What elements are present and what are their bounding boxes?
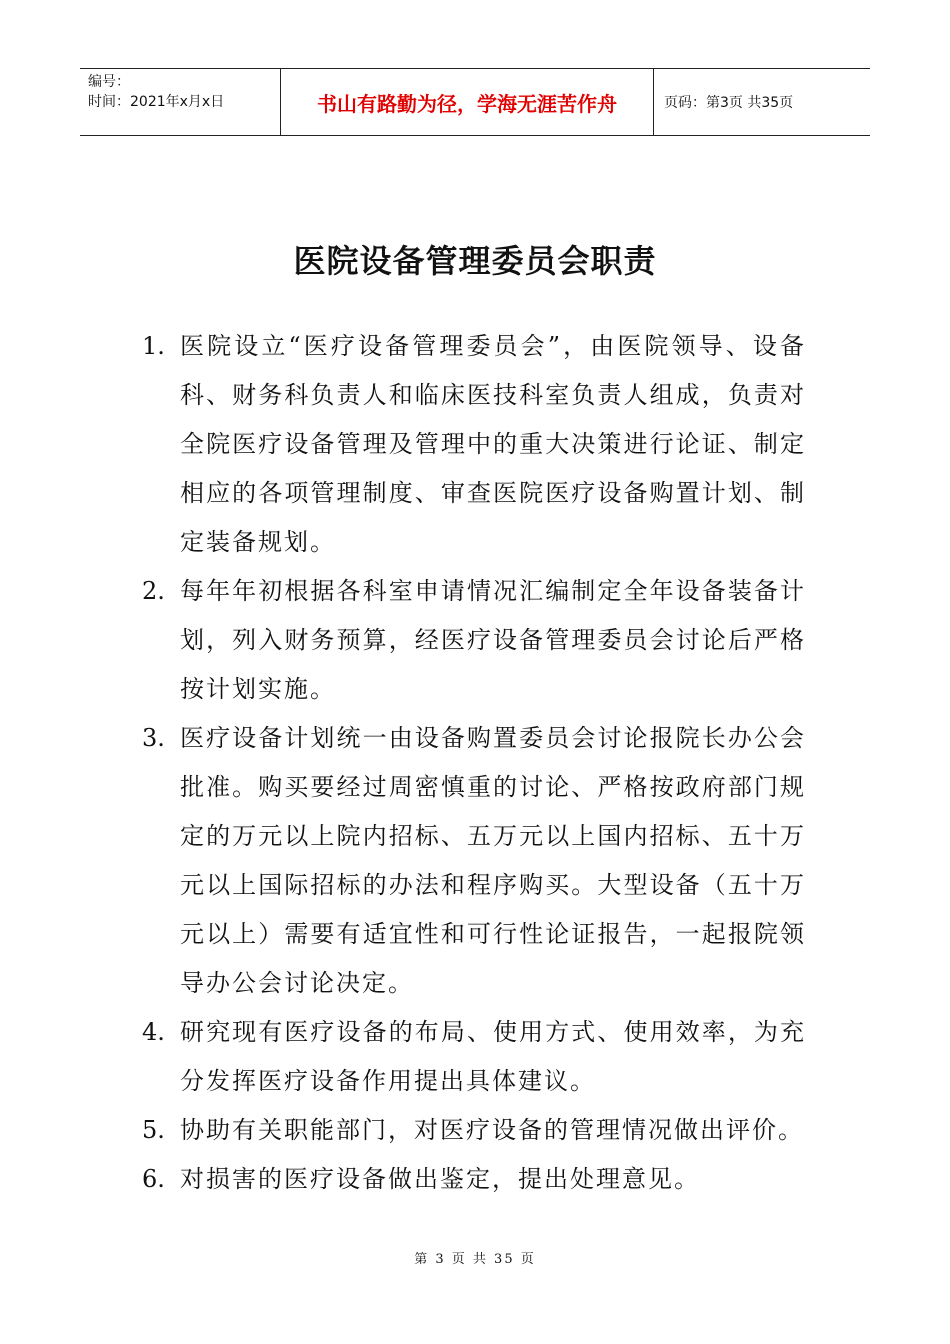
list-item [142,1106,806,1155]
list-item [142,322,806,567]
list-item [142,714,806,1008]
date-line: 时间：2021年x月x日 [88,94,225,110]
page-header [80,68,870,136]
code-label: 编号： [88,74,130,90]
item-text: 医院设立“医疗设备管理委员会”，由医院领导、设备科、财务科负责人和临床医技科室负责人组成，负责对全院医疗设备管理及管理中的重大决策进行论证、制定相应的各项管理制度、审查医院医疗设备购置计划、制定装备规划。 [180,332,806,556]
list-item [142,1008,806,1106]
item-text: 研究现有医疗设备的布局、使用方式、使用效率，为充分发挥医疗设备作用提出具体建议。 [180,1018,806,1095]
list-item [142,567,806,714]
item-number: 6. [142,1165,165,1193]
item-text: 协助有关职能部门，对医疗设备的管理情况做出评价。 [180,1116,804,1144]
list-item [142,1155,806,1204]
item-text: 每年年初根据各科室申请情况汇编制定全年设备装备计划，列入财务预算，经医疗设备管理委员会讨论后严格按计划实施。 [180,577,806,703]
header-page-info: 页码：第3页 共35页 [664,95,794,111]
header-meta [80,69,280,135]
item-number: 5. [142,1116,165,1144]
item-text: 医疗设备计划统一由设备购置委员会讨论报院长办公会批准。购买要经过周密慎重的讨论、严格按政府部门规定的万元以上院内招标、五万元以上国内招标、五十万元以上国际招标的办法和程序购买。大型设备（五十万元以上）需要有适宜性和可行性论证报告，一起报院领导办公会讨论决定。 [180,724,806,997]
document-title: 医院设备管理委员会职责 [293,242,657,280]
item-number: 2. [142,577,165,605]
item-text: 对损害的医疗设备做出鉴定，提出处理意见。 [180,1165,700,1193]
page-footer: 第 3 页 共 35 页 [414,1252,536,1267]
item-number: 4. [142,1018,165,1046]
header-motto: 书山有路勤为径，学海无涯苦作舟 [280,69,654,135]
duties-list [142,322,806,1204]
item-number: 3. [142,724,165,752]
item-number: 1. [142,332,165,360]
